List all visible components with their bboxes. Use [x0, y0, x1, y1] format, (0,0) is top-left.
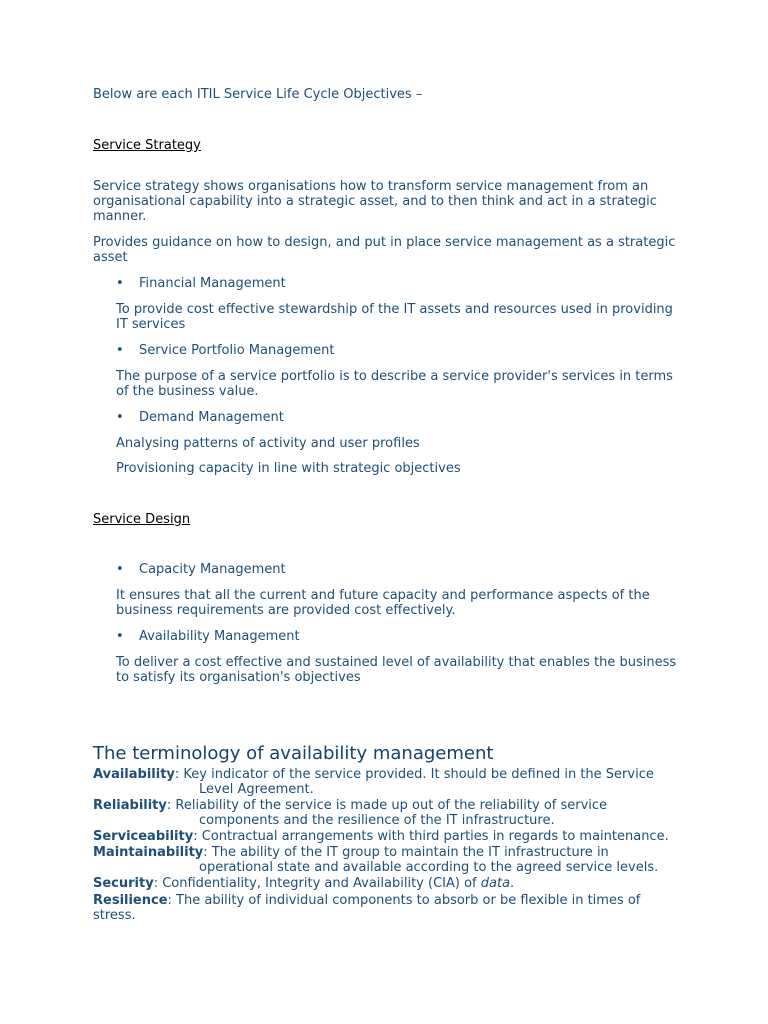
bullet-item-description: The purpose of a service portfolio is to describe a service provider's services in terms	[116, 369, 673, 384]
strategy-guidance-line: asset	[93, 250, 128, 265]
term-resilience	[93, 893, 640, 908]
bullet-icon: •	[116, 629, 124, 644]
strategy-paragraph-line: manner.	[93, 209, 147, 224]
bullet-item-title: Availability Management	[139, 629, 300, 644]
service-design-heading: Service Design	[93, 512, 191, 527]
term-definition-continuation: stress.	[93, 908, 136, 923]
bullet-item-title: Financial Management	[139, 276, 286, 291]
term-definition: : Confidentiality, Integrity and Availability (CIA) of	[153, 876, 481, 891]
term-definition-end: .	[510, 876, 515, 891]
term-definition-continuation: components and the resilience of the IT infrastructure.	[199, 813, 555, 828]
bullet-icon: •	[116, 343, 124, 358]
bullet-item-title: Demand Management	[139, 410, 284, 425]
term-label: Reliability	[93, 798, 167, 813]
bullet-icon: •	[116, 276, 124, 291]
strategy-paragraph-line: organisational capability into a strategic asset, and to then think and act in a strategic	[93, 194, 657, 209]
bullet-item-description: To deliver a cost effective and sustained level of availability that enables the business	[116, 655, 677, 670]
term-label: Availability	[93, 767, 175, 782]
bullet-item-title: Service Portfolio Management	[139, 343, 335, 358]
bullet-item-description: IT services	[116, 317, 186, 332]
term-label: Resilience	[93, 893, 168, 908]
bullet-item-title: Capacity Management	[139, 562, 286, 577]
bullet-item-description: Analysing patterns of activity and user profiles	[116, 436, 420, 451]
strategy-guidance-line: Provides guidance on how to design, and put in place service management as a strategic	[93, 235, 676, 250]
term-serviceability	[93, 829, 669, 844]
bullet-item-description: It ensures that all the current and future capacity and performance aspects of the	[116, 588, 650, 603]
service-strategy-heading: Service Strategy	[93, 138, 201, 153]
terminology-heading: The terminology of availability management	[93, 743, 494, 764]
term-definition: : Key indicator of the service provided. It should be defined in the Service	[174, 767, 654, 782]
bullet-item-description: of the business value.	[116, 384, 259, 399]
term-definition-continuation: Level Agreement.	[199, 782, 314, 797]
term-label: Maintainability	[93, 845, 204, 860]
term-security	[93, 876, 514, 891]
bullet-icon: •	[116, 410, 124, 425]
term-label: Security	[93, 876, 154, 891]
term-availability	[93, 767, 654, 782]
intro-text: Below are each ITIL Service Life Cycle Objectives –	[93, 87, 423, 102]
term-maintainability	[93, 845, 609, 860]
term-definition: : The ability of the IT group to maintain the IT infrastructure in	[203, 845, 609, 860]
term-label: Serviceability	[93, 829, 194, 844]
strategy-paragraph-line: Service strategy shows organisations how to transform service management from an	[93, 179, 649, 194]
term-definition: : Contractual arrangements with third parties in regards to maintenance.	[193, 829, 669, 844]
term-definition: : Reliability of the service is made up out of the reliability of service	[166, 798, 608, 813]
term-definition-continuation: operational state and available according to the agreed service levels.	[199, 860, 659, 875]
term-reliability	[93, 798, 607, 813]
bullet-item-description: To provide cost effective stewardship of the IT assets and resources used in providing	[116, 302, 673, 317]
term-definition: : The ability of individual components to absorb or be flexible in times of	[167, 893, 641, 908]
bullet-item-description: business requirements are provided cost effectively.	[116, 603, 456, 618]
term-emphasis: data	[480, 876, 511, 891]
bullet-item-description: to satisfy its organisation's objectives	[116, 670, 361, 685]
bullet-icon: •	[116, 562, 124, 577]
bullet-item-description: Provisioning capacity in line with strategic objectives	[116, 461, 461, 476]
